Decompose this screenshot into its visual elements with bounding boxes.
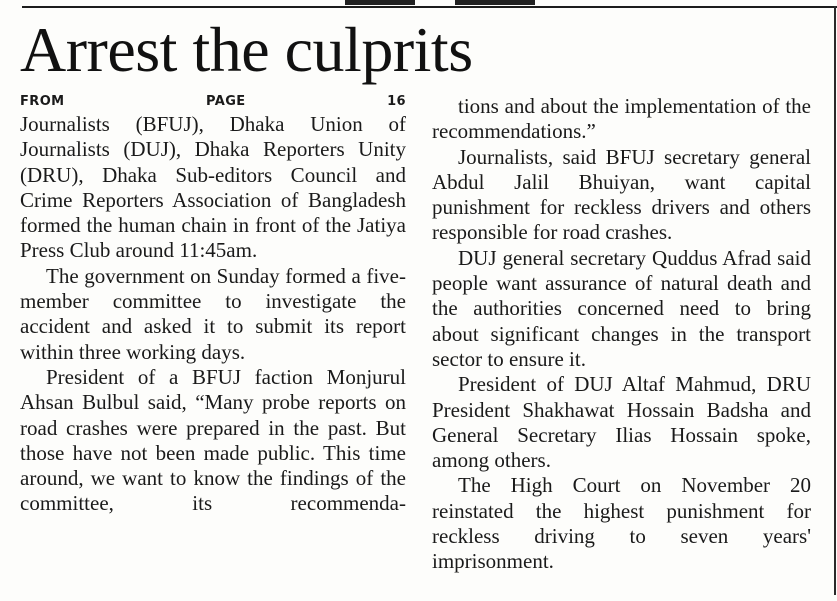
rule-segment [455, 0, 535, 5]
paragraph: President of a BFUJ faction Monjurul Ahsan Bulbul said, “Many probe reports on road crashes were prepared in the past. But those have not been made public. This time around, we want to know the findings of the committee, its recommenda- [20, 364, 406, 516]
paragraph: DUJ general secretary Quddus Afrad said people want assurance of natural death and the authorities concerned need to bring about significant changes in the transport sector to ensure it. [432, 245, 811, 371]
rule-segment [345, 0, 415, 5]
frame-border-right [834, 6, 836, 595]
left-column [20, 92, 406, 517]
frame-border-top [22, 6, 837, 8]
paragraph: President of DUJ Altaf Mahmud, DRU President Shakhawat Hossain Badsha and General Secretary Ilias Hossain spoke, among others. [432, 372, 811, 473]
right-column [432, 94, 811, 575]
paragraph: tions and about the implementation of the recommendations.” [432, 94, 811, 144]
paragraph: Journalists (BFUJ), Dhaka Union of Journalists (DUJ), Dhaka Reporters Unity (DRU), Dhaka Sub-editors Council and Crime Reporters Association of Bangladesh formed the human chain in front of the Jatiya Press Club around 11:45am. [20, 112, 406, 263]
headline: Arrest the culprits [20, 14, 473, 85]
paragraph: The government on Sunday formed a five-member committee to investigate the accident and asked it to submit its report within three working days. [20, 263, 406, 364]
kicker: FROM PAGE 16 [20, 94, 406, 109]
paragraph: The High Court on November 20 reinstated the highest punishment for reckless driving to seven years' imprisonment. [432, 473, 811, 574]
paragraph: Journalists, said BFUJ secretary general Abdul Jalil Bhuiyan, want capital punishment for reckless drivers and others responsible for road crashes. [432, 144, 811, 245]
